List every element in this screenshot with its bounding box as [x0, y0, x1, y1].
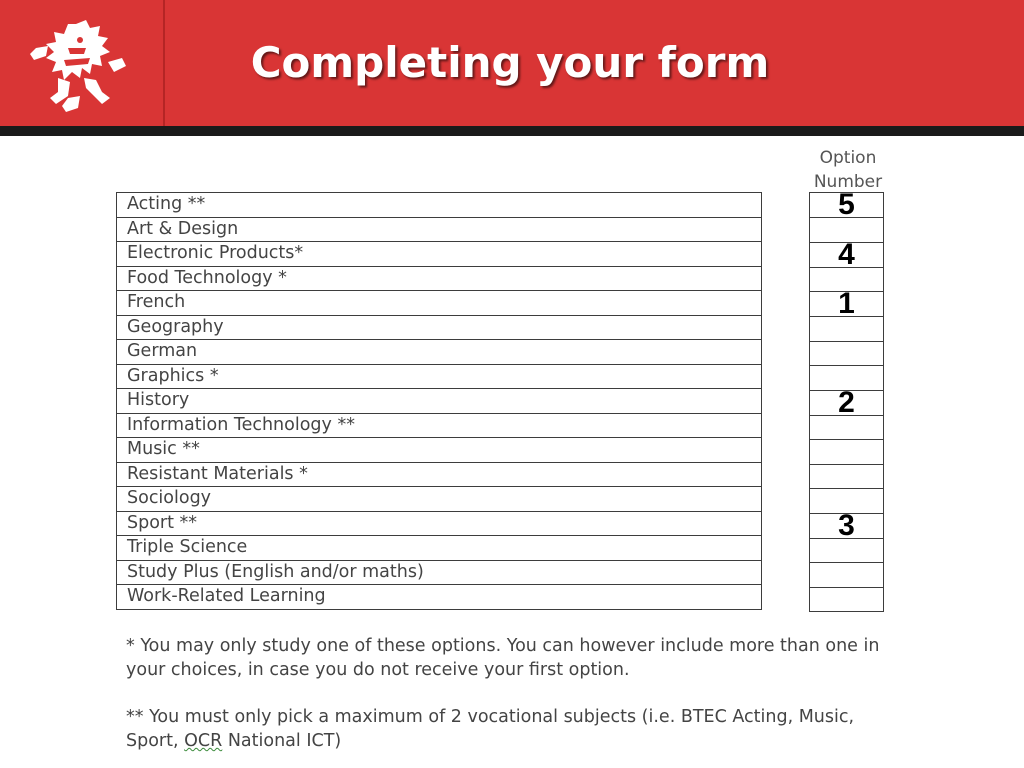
subject-name: Acting ** [117, 193, 762, 218]
subject-row [117, 291, 762, 316]
subject-row [117, 389, 762, 414]
subject-name: Resistant Materials * [117, 462, 762, 487]
option-row [810, 440, 884, 465]
note-single-option [126, 634, 916, 682]
subject-name: Music ** [117, 438, 762, 463]
option-number-cell[interactable]: 4 [810, 242, 884, 267]
option-number-cell[interactable]: 1 [810, 292, 884, 317]
option-number-cell[interactable] [810, 563, 884, 588]
option-row [810, 415, 884, 440]
option-row [810, 292, 884, 317]
header-banner [0, 0, 1024, 126]
note2-line2-a: Sport, [126, 731, 185, 751]
option-number-cell[interactable] [810, 440, 884, 465]
option-number-table [809, 188, 884, 612]
subject-name: Art & Design [117, 217, 762, 242]
option-number-cell[interactable]: 5 [810, 193, 884, 218]
subject-name: Work-Related Learning [117, 585, 762, 610]
subject-row [117, 536, 762, 561]
subject-row [117, 340, 762, 365]
option-number-header [806, 146, 890, 194]
subject-name: Study Plus (English and/or maths) [117, 560, 762, 585]
subject-name: Sport ** [117, 511, 762, 536]
option-header-line1: Option [819, 148, 877, 168]
subject-row [117, 193, 762, 218]
note2-ocr: OCR [184, 731, 223, 751]
subject-row [117, 413, 762, 438]
option-row [810, 341, 884, 366]
subject-row [117, 364, 762, 389]
note1-line2: your choices, in case you do not receive your first option. [126, 660, 630, 680]
subject-row [117, 315, 762, 340]
option-number-cell[interactable] [810, 538, 884, 563]
note2-line2-c: National ICT) [222, 731, 342, 751]
option-row [810, 317, 884, 342]
option-number-cell[interactable] [810, 464, 884, 489]
subject-row [117, 511, 762, 536]
page-title: Completing your form [250, 38, 770, 87]
option-row [810, 538, 884, 563]
option-row [810, 513, 884, 538]
header-divider [0, 126, 1024, 136]
subject-name: German [117, 340, 762, 365]
option-number-cell[interactable]: 3 [810, 513, 884, 538]
lion-crest-icon [28, 18, 128, 114]
subject-row [117, 487, 762, 512]
logo-box [0, 0, 165, 126]
subject-name: French [117, 291, 762, 316]
option-header-line2: Number [813, 172, 883, 192]
note-vocational-limit [126, 705, 916, 753]
subject-name: Graphics * [117, 364, 762, 389]
subject-row [117, 438, 762, 463]
subject-name: Geography [117, 315, 762, 340]
option-row [810, 587, 884, 612]
subject-row [117, 560, 762, 585]
option-row [810, 193, 884, 218]
subject-row [117, 462, 762, 487]
note2-line1: ** You must only pick a maximum of 2 vocational subjects (i.e. BTEC Acting, Music, [126, 707, 855, 727]
subject-name: Triple Science [117, 536, 762, 561]
option-row [810, 464, 884, 489]
subject-name: Food Technology * [117, 266, 762, 291]
subject-name: History [117, 389, 762, 414]
subjects-table [116, 192, 762, 610]
subject-row [117, 217, 762, 242]
option-row [810, 563, 884, 588]
subject-name: Electronic Products* [117, 242, 762, 267]
subject-row [117, 585, 762, 610]
option-row [810, 390, 884, 415]
option-row [810, 242, 884, 267]
option-number-cell[interactable] [810, 341, 884, 366]
note1-line1: * You may only study one of these options. You can however include more than one in [126, 636, 880, 656]
option-number-cell[interactable] [810, 587, 884, 612]
subject-row [117, 242, 762, 267]
subject-name: Information Technology ** [117, 413, 762, 438]
subject-row [117, 266, 762, 291]
option-number-cell[interactable] [810, 415, 884, 440]
option-number-cell[interactable] [810, 317, 884, 342]
subject-name: Sociology [117, 487, 762, 512]
option-number-cell[interactable]: 2 [810, 390, 884, 415]
